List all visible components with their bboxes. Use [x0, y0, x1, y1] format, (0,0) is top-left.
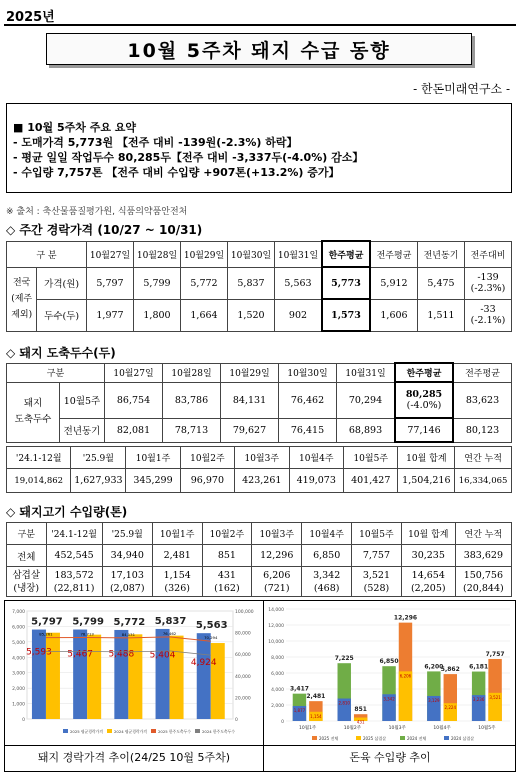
page-title: 10월 5주차 돼지 수급 동향 [46, 33, 472, 65]
y-tick-label: 12,000 [268, 624, 284, 629]
y-tick-label: 3,000 [12, 671, 25, 677]
legend-swatch [312, 736, 317, 740]
bar-2025 [197, 633, 211, 719]
table-cell: 1,606 [370, 299, 418, 331]
table-cell: 30,235 [401, 545, 455, 567]
y-tick-label: 0 [281, 720, 284, 725]
x-tick-label: 10월4주 [433, 726, 451, 731]
table-cell: 78,713 [163, 418, 221, 442]
bar-2025-samgyeop [399, 671, 412, 721]
bar-2025 [73, 630, 87, 719]
table-cell: 3,521 (528) [352, 567, 402, 597]
table-cell: 3,342 (468) [302, 567, 352, 597]
table-header: 10월29일 [181, 241, 228, 267]
table-header: '25.9월 [71, 447, 126, 469]
section-title-import: ◇ 돼지고기 수입량(톤) [6, 505, 128, 519]
data-label: 3,417 [289, 685, 309, 693]
table-cell: 83,623 [453, 382, 512, 418]
table-cell: 419,073 [289, 469, 343, 493]
table-row [7, 382, 512, 418]
table-cell: 383,629 [455, 545, 511, 567]
table-cell: 1,511 [418, 299, 465, 331]
chart-caption-left: 돼지 경락가격 추이(24/25 10월 5주차) [37, 751, 231, 764]
row-label: 10월5주 [60, 382, 105, 418]
table-header: 10월2주 [202, 523, 252, 545]
legend-label: 2025 한주도축두수 [158, 729, 191, 734]
bar-2025 [156, 629, 170, 719]
x-tick-label: 10월5주 [478, 726, 496, 731]
table-header: 10월29일 [221, 363, 279, 382]
table-header-row [7, 523, 512, 545]
data-label: 2,481 [306, 693, 326, 701]
table-header: 10월3주 [252, 523, 302, 545]
table-header: 10월28일 [134, 241, 181, 267]
table-cell: 76,415 [279, 418, 337, 442]
x-tick-label: 10월2주 [343, 726, 362, 731]
table-cell: 12,296 [252, 545, 302, 567]
table-cell: 5,773 [322, 267, 370, 299]
table-header: '25.9월 [102, 523, 152, 545]
data-label: 2,810 [338, 700, 350, 706]
table-cell: 76,462 [279, 382, 337, 418]
legend-label: 2024 전체 [407, 736, 427, 741]
table-header: 전년동기 [418, 241, 465, 267]
table-header: 10월1주 [152, 523, 202, 545]
table-header: 연간 누적 [455, 447, 512, 469]
data-label: 5,772 [113, 616, 146, 628]
table-header: 한주평균 [395, 363, 453, 382]
table-cell: 86,754 [105, 382, 163, 418]
row-label: 전년동기 [60, 418, 105, 442]
table-header: 전주평균 [453, 363, 512, 382]
table-cell: 70,294 [337, 382, 396, 418]
data-label: 85,261 [39, 631, 53, 637]
data-label: 5,488 [108, 649, 135, 660]
table-cell: 16,334,065 [455, 469, 512, 493]
summary-box [6, 103, 512, 193]
table-row [7, 267, 512, 299]
legend-swatch [356, 736, 361, 740]
row-label: 두수(두) [37, 299, 87, 331]
summary-line: - 수입량 7,757톤 【전주 대비 수입량 +907톤(+13.2%) 증가】 [13, 166, 340, 179]
row-label: 전체 [7, 545, 47, 567]
table-header: 10월3주 [235, 447, 289, 469]
data-label: 5,563 [195, 620, 228, 632]
x-tick-label: 10월1주 [299, 726, 317, 731]
legend-label: 2025 전체 [319, 736, 339, 741]
table-header: 10월5주 [344, 447, 398, 469]
table-cell: 83,786 [163, 382, 221, 418]
table-header-row [7, 241, 512, 267]
table-cell: 401,427 [344, 469, 398, 493]
table-header: 10월 합계 [401, 523, 455, 545]
table-cell: 851 [202, 545, 252, 567]
table-header: 10월31일 [275, 241, 323, 267]
summary-line: - 도매가격 5,773원 【전주 대비 -139원(-2.3%) 하락】 [13, 136, 298, 149]
legend-swatch [151, 729, 156, 733]
table-header: 구분 [7, 363, 105, 382]
table-header: 구분 [7, 523, 47, 545]
table-cell: 5,563 [275, 267, 323, 299]
slaughter-table [6, 362, 512, 443]
table-cell: 68,893 [337, 418, 396, 442]
y-tick-label: 6,000 [271, 672, 284, 677]
legend-swatch [444, 736, 449, 740]
data-label: 70,294 [204, 635, 218, 641]
diff-value: -33 [480, 304, 496, 315]
table-header: 10월30일 [279, 363, 337, 382]
table-header: 10월27일 [87, 241, 134, 267]
divider [5, 745, 515, 746]
data-label: 7,757 [485, 650, 505, 658]
data-label: 5,467 [67, 649, 94, 660]
data-label: 6,850 [379, 658, 399, 666]
table-cell: 79,627 [221, 418, 279, 442]
table-cell: 150,756 (20,844) [455, 567, 511, 597]
table-header: 한주평균 [322, 241, 370, 267]
table-header: 10월27일 [105, 363, 163, 382]
table-cell: 77,146 [395, 418, 453, 442]
y2-tick-label: 80,000 [235, 631, 251, 637]
table-cell: 423,261 [235, 469, 289, 493]
data-label: 431 [356, 719, 365, 725]
data-label: 7,225 [334, 655, 354, 663]
bar-2024 [128, 634, 142, 719]
summary-heading: ■ 10월 5주차 주요 요약 [13, 121, 137, 134]
table-cell: 431 (162) [202, 567, 252, 597]
legend-swatch [63, 729, 68, 733]
y-tick-label: 8,000 [271, 656, 284, 661]
table-cell: 5,837 [228, 267, 275, 299]
bar-2024 [170, 636, 184, 719]
data-label: 6,206 [399, 673, 412, 679]
summary-line: - 평균 일일 작업두수 80,285두【전주 대비 -3,337두(-4.0%) 감소】 [13, 151, 364, 164]
y2-tick-label: 40,000 [235, 674, 251, 680]
data-label: 84,131 [121, 631, 136, 637]
legend-swatch [107, 729, 112, 733]
y-tick-label: 5,000 [12, 640, 25, 646]
bar-2024 [211, 643, 225, 719]
data-label: 5,404 [149, 650, 176, 661]
table-header: 구 분 [7, 241, 87, 267]
table-header: 10월30일 [228, 241, 275, 267]
table-cell: 1,800 [134, 299, 181, 331]
data-label: 78,713 [80, 631, 94, 637]
data-label: 3,129 [428, 697, 440, 703]
avg-value: 80,285 [405, 389, 443, 400]
avg-pct: (-4.0%) [406, 400, 442, 411]
legend-label: 2024 삼겹살 [451, 736, 475, 741]
table-cell: 82,081 [105, 418, 163, 442]
data-label: 6,200 [424, 663, 444, 671]
diff-pct: (-2.3%) [470, 283, 506, 294]
data-label: 5,799 [72, 616, 104, 628]
data-label: 5,837 [154, 615, 187, 627]
legend-label: 2024 평균경락가격 [114, 729, 147, 734]
y2-tick-label: 20,000 [235, 696, 251, 702]
table-header: 10월2주 [180, 447, 234, 469]
price-chart [5, 601, 261, 744]
legend-label: 2024 한주도축두수 [202, 729, 235, 734]
data-label: 3,342 [383, 696, 395, 702]
table-cell: 34,940 [102, 545, 152, 567]
table-header: '24.1-12월 [7, 447, 71, 469]
x-tick-label: 10월3주 [388, 726, 406, 731]
table-cell: 80,123 [453, 418, 512, 442]
table-cell: 1,154 (326) [152, 567, 202, 597]
row-group-label: 돼지 도축두수 [7, 382, 60, 442]
section-title-price: ◇ 주간 경락가격 (10/27 ~ 10/31) [6, 223, 203, 237]
table-cell: 1,573 [322, 299, 370, 331]
table-cell: 84,131 [221, 382, 279, 418]
legend-swatch [195, 729, 200, 733]
diff-pct: (-2.1%) [470, 315, 506, 326]
row-label: 가격(원) [37, 267, 87, 299]
table-cell [465, 299, 512, 331]
legend-label: 2025 삼겹살 [363, 736, 387, 741]
y-tick-label: 2,000 [271, 704, 284, 709]
table-cell: 2,481 [152, 545, 202, 567]
data-label: 6,181 [469, 663, 489, 671]
table-header-row [7, 363, 512, 382]
table-cell: 5,912 [370, 267, 418, 299]
data-label: 2,224 [444, 705, 457, 711]
y-tick-label: 0 [22, 718, 25, 723]
data-label: 1,877 [293, 707, 306, 713]
y2-tick-label: 60,000 [235, 653, 251, 659]
data-label: 5,862 [440, 666, 460, 674]
table-cell: 96,970 [180, 469, 234, 493]
y-tick-label: 7,000 [12, 610, 25, 615]
table-cell: 1,977 [87, 299, 134, 331]
diff-value: -139 [477, 272, 499, 283]
table-cell: 6,850 [302, 545, 352, 567]
y-tick-label: 4,000 [12, 656, 25, 662]
table-row [7, 545, 512, 567]
y2-tick-label: 0 [235, 718, 238, 723]
table-row [7, 299, 512, 331]
table-row [7, 567, 512, 597]
table-header: '24.1-12월 [46, 523, 102, 545]
import-chart [264, 601, 516, 744]
charts-panel [4, 600, 516, 772]
bar-2024 [87, 635, 101, 719]
table-row [7, 418, 512, 442]
table-cell: 17,103 (2,087) [102, 567, 152, 597]
table-header: 전주대비 [465, 241, 512, 267]
data-label: 3,521 [489, 694, 501, 700]
table-header: 10월31일 [337, 363, 396, 382]
table-cell: 1,627,933 [71, 469, 126, 493]
year-label: 2025년 [6, 10, 55, 25]
y-tick-label: 6,000 [12, 625, 25, 631]
table-row [7, 469, 512, 493]
price-table [6, 240, 512, 332]
legend-swatch [400, 736, 405, 740]
org-label: - 한돈미래연구소 - [413, 82, 510, 96]
table-cell: 7,757 [352, 545, 402, 567]
data-label: 4,924 [190, 658, 217, 669]
import-table [6, 522, 512, 597]
table-header: 연간 누적 [455, 523, 511, 545]
slaughter-summary-table [6, 446, 512, 493]
data-label: 3,236 [472, 697, 485, 703]
bar-2025 [32, 630, 46, 719]
chart-caption-right: 돈육 수입량 추이 [349, 751, 431, 764]
table-cell [395, 382, 453, 418]
table-cell: 5,797 [87, 267, 134, 299]
table-header: 10월4주 [302, 523, 352, 545]
table-header: 10월1주 [126, 447, 180, 469]
table-cell [465, 267, 512, 299]
y-tick-label: 4,000 [271, 688, 284, 693]
data-label: 5,797 [31, 616, 63, 628]
legend-label: 2025 평균경락가격 [70, 729, 103, 734]
table-cell: 345,299 [126, 469, 180, 493]
table-cell: 902 [275, 299, 323, 331]
divider [4, 24, 516, 26]
table-cell: 6,206 (721) [252, 567, 302, 597]
table-cell: 5,799 [134, 267, 181, 299]
table-cell: 452,545 [46, 545, 102, 567]
y-tick-label: 14,000 [268, 608, 284, 613]
table-cell: 1,520 [228, 299, 275, 331]
table-header: 10월5주 [352, 523, 402, 545]
row-label: 삼겹살 (냉장) [7, 567, 47, 597]
data-label: 5,593 [26, 647, 52, 658]
bar-2024 [46, 633, 60, 719]
data-label: 1,154 [310, 713, 322, 719]
table-cell: 183,572 (22,811) [46, 567, 102, 597]
table-header: 10월 합계 [398, 447, 455, 469]
table-header: 10월28일 [163, 363, 221, 382]
data-label: 76,462 [162, 630, 177, 636]
section-title-slaughter: ◇ 돼지 도축두수(두) [6, 346, 116, 360]
table-cell: 19,014,862 [7, 469, 71, 493]
table-cell: 5,475 [418, 267, 465, 299]
y-tick-label: 1,000 [12, 702, 25, 708]
table-cell: 1,504,216 [398, 469, 455, 493]
table-header: 10월4주 [289, 447, 343, 469]
row-group-label: 전국 (제주 제외) [7, 267, 37, 331]
data-label: 12,296 [393, 614, 418, 622]
table-header-row [7, 447, 512, 469]
y-tick-label: 2,000 [12, 687, 25, 693]
data-label: 851 [354, 706, 367, 714]
y2-tick-label: 100,000 [235, 610, 254, 615]
table-cell: 5,772 [181, 267, 228, 299]
table-cell: 1,664 [181, 299, 228, 331]
bar-2025 [114, 630, 128, 719]
source-note: ※ 출처 : 축산물품질평가원, 식품의약품안전처 [6, 207, 188, 217]
table-header: 전주평균 [370, 241, 418, 267]
table-cell: 14,654 (2,205) [401, 567, 455, 597]
y-tick-label: 10,000 [268, 640, 284, 645]
